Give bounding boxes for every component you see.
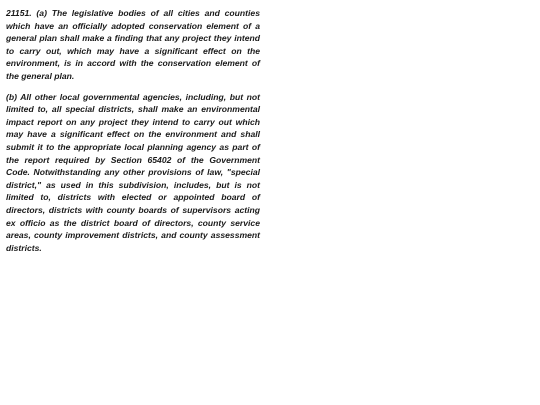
paragraph-subdivision-b: (b) All other local governmental agencies, including, but not limited to, all special districts, shall make an environmental impact report on any project they intend to carry out which may have a significant effect on the environment and shall submit it to the appropriate local planning agency as part of the report required by Section 65402 of the Government Code. Notwithstanding any other provisions of law, "special district," as used in this subdivision, includes, but is not limited to, districts with elected or appointed board of directors, districts with county boards of supervisors acting ex officio as the district board of directors, county service areas, county improvement districts, and county assessment districts.	[6, 91, 260, 253]
statute-text-column	[6, 7, 260, 262]
paragraph-subdivision-a: 21151. (a) The legislative bodies of all cities and counties which have an officially adopted conservation element of a general plan shall make a finding that any project they intend to carry out, which may have a significant effect on the environment, is in accord with the conservation element of the general plan.	[6, 8, 260, 81]
